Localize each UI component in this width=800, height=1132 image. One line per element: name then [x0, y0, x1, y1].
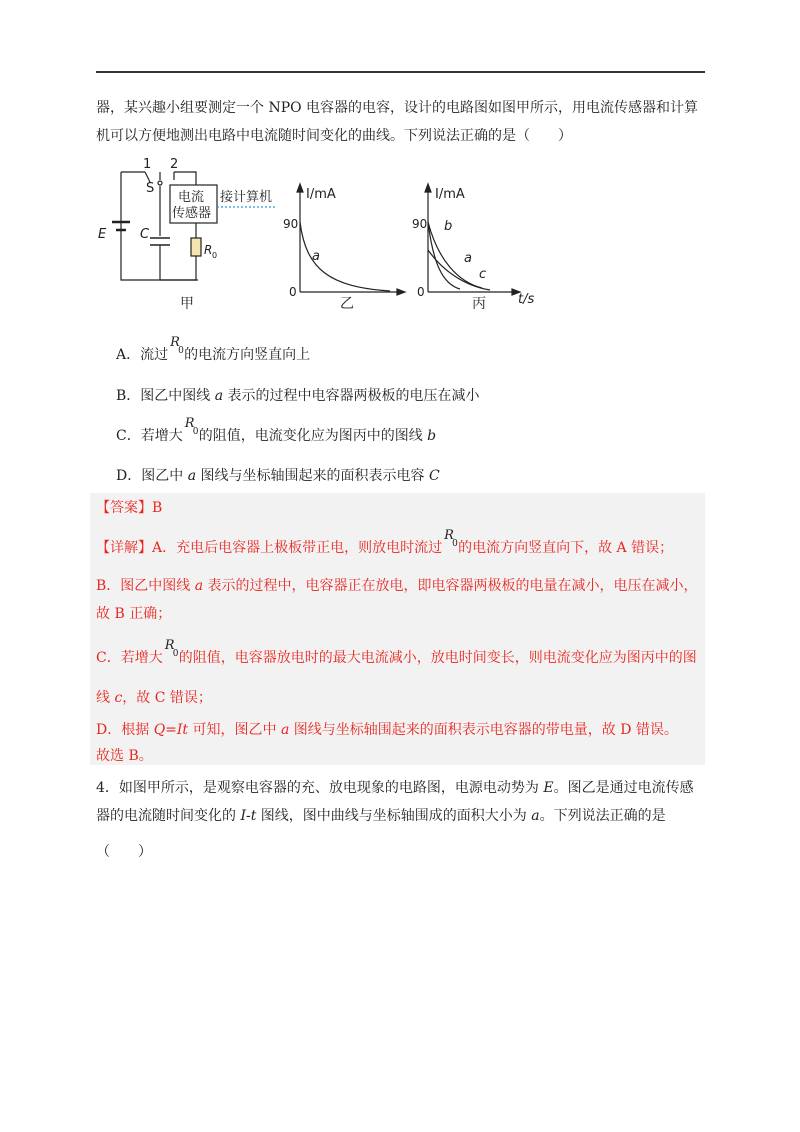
resistor-subscript: 0 — [212, 251, 218, 260]
q4-line2-mid: 图线，图中曲线与坐标轴围成的面积大小为 — [256, 808, 532, 824]
curve-bing-a — [428, 222, 482, 288]
detail-a — [96, 528, 674, 558]
detail-d-var: a — [280, 722, 290, 738]
detail-d-post: 图线与坐标轴围起来的面积表示电容器的带电量，故 D 错误。 — [289, 722, 678, 738]
option-d — [116, 466, 440, 486]
detail-tag: 【详解】 — [96, 540, 152, 556]
option-c-mid: 的阻值，电流变化应为图丙中的图线 — [198, 428, 428, 444]
computer-label: 接计算机 — [220, 190, 273, 205]
q4-line2-post: 。下列说法正确的是 — [539, 808, 666, 824]
r0-sub: 0 — [452, 539, 458, 549]
graph-bing-curve-b-label: b — [444, 219, 453, 234]
q3-stem-line2: 机可以方便地测出电路中电流随时间变化的曲线。下列说法正确的是（ ） — [96, 128, 572, 144]
header-rule — [96, 71, 705, 73]
option-b-var: a — [214, 388, 224, 404]
detail-c-line2 — [96, 688, 212, 708]
detail-d-pre: D．根据 — [96, 722, 154, 738]
graph-bing-ylabel: I/mA — [435, 187, 465, 202]
option-d-mid: 图线与坐标轴围起来的面积表示电容 — [196, 468, 429, 484]
q4-line2-pre: 器的电流随时间变化的 — [96, 808, 241, 824]
detail-b-line1 — [96, 576, 698, 596]
q4-line2-var2: a — [531, 808, 540, 824]
circuit-diagram — [112, 172, 275, 280]
option-c — [116, 416, 437, 446]
detail-d-formula: Q=It — [153, 722, 189, 738]
graph-bing-curve-a-label: a — [464, 251, 472, 266]
q4-line1 — [96, 778, 694, 798]
detail-c2-post: ，故 C 错误； — [122, 690, 212, 706]
r0-sub: 0 — [178, 346, 184, 356]
detail-d — [96, 720, 678, 740]
q4-line2 — [96, 806, 666, 826]
graph-yi-ylabel: I/mA — [306, 187, 336, 202]
circuit-label-1: 1 — [143, 157, 152, 172]
r0-symbol — [168, 335, 184, 365]
r0-sub: 0 — [192, 427, 199, 437]
q4-line3: （ ） — [96, 844, 152, 860]
option-d-pre: D．图乙中 — [116, 468, 188, 484]
r0-letter: R — [164, 638, 175, 653]
detail-c1-pre: C．若增大 — [96, 650, 163, 666]
option-d-var2: C — [428, 468, 440, 484]
sensor-label-line2: 传感器 — [172, 206, 212, 221]
sensor-label-line1: 电流 — [178, 190, 205, 205]
detail-b1-var: a — [194, 578, 204, 594]
detail-c-line1 — [96, 638, 697, 668]
r0-symbol — [442, 528, 458, 558]
r0-symbol — [183, 416, 199, 446]
detail-b-line2: 故 B 正确； — [96, 606, 172, 622]
option-c-var: b — [427, 428, 437, 444]
option-a-post: 的电流方向竖直向上 — [184, 347, 311, 363]
option-d-var: a — [187, 468, 197, 484]
r0-sub: 0 — [172, 649, 179, 659]
graph-bing-origin: 0 — [417, 285, 425, 299]
graph-yi-curve-a-label: a — [312, 249, 320, 264]
detail-a-post: 的电流方向竖直向下，故 A 错误； — [458, 540, 674, 556]
figure-group — [90, 150, 550, 320]
detail-c1-post: 的阻值，电容器放电时的最大电流减小，放电时间变长，则电流变化应为图丙中的图 — [178, 650, 697, 666]
graph-yi-origin: 0 — [289, 285, 297, 299]
answer-value: B — [152, 500, 163, 516]
option-b-post: 表示的过程中电容器两极板的电压在减小 — [223, 388, 480, 404]
r0-letter: R — [184, 416, 195, 431]
q4-line1-post: 。图乙是通过电流传感 — [553, 780, 694, 796]
answer-line — [96, 498, 162, 518]
answer-tag: 【答案】 — [96, 500, 152, 516]
r0-letter: R — [444, 528, 454, 543]
q4-line1-var: E — [543, 780, 554, 796]
option-b — [116, 386, 480, 406]
q3-stem-line1: 器，某兴趣小组要测定一个 NPO 电容器的电容，设计的电路图如图甲所示，用电流传感器和计算 — [96, 100, 699, 116]
option-a — [116, 335, 311, 365]
graph-yi-y90: 90 — [283, 217, 299, 231]
caption-yi: 乙 — [340, 296, 354, 312]
graph-bing-y90: 90 — [412, 217, 428, 231]
option-b-pre: B．图乙中图线 — [116, 388, 211, 404]
graph-bing-xlabel: t/s — [518, 292, 535, 307]
detail-c2-var: c — [114, 690, 123, 706]
detail-b1-post: 表示的过程中，电容器正在放电，即电容器两极板的电量在减小，电压在减小， — [203, 578, 698, 594]
q4-line2-var: I-t — [240, 808, 257, 824]
detail-b1-pre: B．图乙中图线 — [96, 578, 195, 594]
caption-bing: 丙 — [472, 296, 486, 312]
resistor-label: R — [204, 243, 213, 257]
option-c-pre: C．若增大 — [116, 428, 183, 444]
circuit-label-2: 2 — [170, 157, 179, 172]
detail-a-pre: A．充电后电容器上极板带正电，则放电时流过 — [152, 540, 443, 556]
final-answer: 故选 B。 — [96, 748, 153, 764]
detail-d-mid: 可知，图乙中 — [188, 722, 281, 738]
option-a-pre: A．流过 — [116, 347, 169, 363]
q4-line1-pre: 4．如图甲所示，是观察电容器的充、放电现象的电路图，电源电动势为 — [96, 780, 544, 796]
circuit-label-E: E — [98, 227, 107, 242]
graph-bing-curve-c-label: c — [479, 267, 487, 282]
r0-letter: R — [170, 335, 180, 350]
caption-jia: 甲 — [180, 296, 194, 312]
circuit-label-S: S — [146, 181, 155, 196]
detail-c2-pre: 线 — [96, 690, 115, 706]
r0-symbol — [163, 638, 179, 668]
circuit-label-C: C — [140, 227, 150, 242]
